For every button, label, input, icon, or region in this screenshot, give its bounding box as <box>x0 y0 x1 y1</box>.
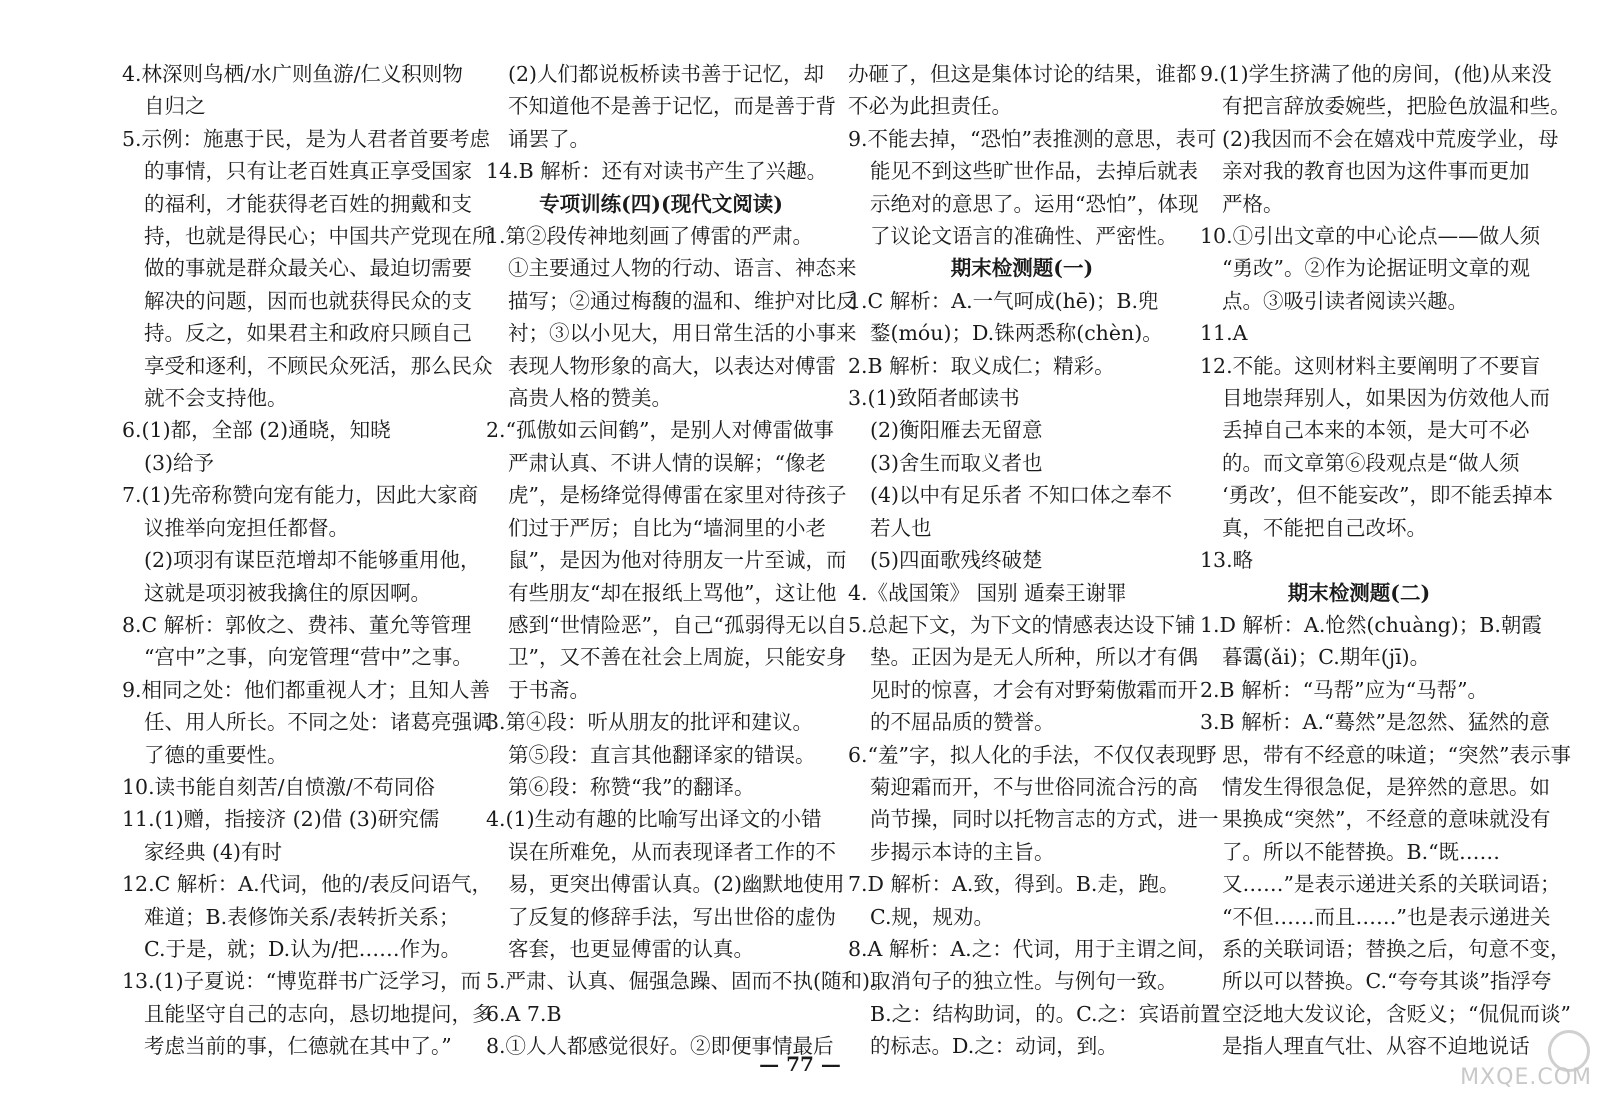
answer-line: 严格。 <box>1222 191 1284 216</box>
answer-line: (3)舍生而取义者也 <box>870 450 1043 475</box>
answer-line: 鍪(móu)；D.铢两悉称(chèn)。 <box>870 321 1163 346</box>
answer-line: 取消句子的独立性。与例句一致。 <box>870 969 1178 994</box>
answer-line: 高贵人格的赞美。 <box>508 386 672 411</box>
answer-line: “不但……而且……”也是表示递进关 <box>1222 904 1551 929</box>
answer-line: 持。反之，如果君主和政府只顾自己 <box>144 321 472 346</box>
answer-line: 于书斋。 <box>508 677 590 702</box>
answer-line: 2.“孤傲如云间鹤”，是别人对傅雷做事 <box>486 418 835 443</box>
answer-line: (3)给予 <box>144 450 215 475</box>
answer-line: 果换成“突然”，不经意的意味就没有 <box>1222 807 1551 832</box>
answer-line: 1.C 解析：A.一气呵成(hē)；B.兜 <box>848 288 1159 313</box>
answer-line: 做的事就是群众最关心、最迫切需要 <box>144 256 472 281</box>
answer-line: 4.林深则鸟栖/水广则鱼游/仁义积则物 <box>122 62 463 86</box>
answer-line: 系的关联词语；替换之后，句意不变， <box>1222 936 1571 961</box>
answer-line: 不必为此担责任。 <box>848 94 1012 119</box>
answer-line: 8.①人人都感觉很好。②即便事情最后 <box>486 1034 834 1059</box>
answer-line: 第⑤段：直言其他翻译家的错误。 <box>508 742 816 767</box>
answer-line: 议推举向宠担任都督。 <box>144 515 349 540</box>
answer-line: 这就是项羽被我擒住的原因啊。 <box>144 580 431 605</box>
answer-line: 真，不能把自己改坏。 <box>1222 515 1427 540</box>
answer-line: 尚节操，同时以托物言志的方式，进一 <box>870 807 1219 832</box>
answer-line: ‘勇改’，但不能妄改”，即不能丢掉本 <box>1222 483 1554 508</box>
answer-line: 是指人理直气壮、从容不迫地说话 <box>1222 1034 1530 1059</box>
answer-line: 家经典 (4)有时 <box>144 839 283 864</box>
answer-line: 14.B 解析：还有对读书产生了兴趣。 <box>486 159 828 184</box>
answer-line: B.之：结构助词，的。C.之：宾语前置 <box>870 1001 1221 1026</box>
answer-line: 6.(1)都，全部 (2)通晓，知晓 <box>122 418 391 443</box>
answer-line: 虎”，是杨绛觉得傅雷在家里对待孩子 <box>508 483 847 508</box>
answer-line: 9.(1)学生挤满了他的房间，(他)从来没 <box>1200 62 1552 86</box>
answer-line: (4)以中有足乐者 不知口体之奉不 <box>870 483 1173 508</box>
answer-line: 严肃认真、不讲人情的误解；“像老 <box>508 450 826 475</box>
answer-line: 示绝对的意思了。运用“恐怕”，体现 <box>870 191 1199 216</box>
answer-line: 垫。正因为是无人所种，所以才有偶 <box>870 645 1198 670</box>
answer-line: 9.相同之处：他们都重视人才；且知人善 <box>122 677 491 702</box>
answer-line: C.于是，就；D.认为/把……作为。 <box>144 936 462 961</box>
answer-line: (2)衡阳雁去无留意 <box>870 418 1043 443</box>
answer-line: 且能坚守自己的志向，恳切地提问，多 <box>144 1001 493 1026</box>
answer-line: 有把言辞放委婉些，把脸色放温和些。 <box>1222 94 1571 119</box>
answer-column-2 <box>486 58 891 1059</box>
answer-line: 13.略 <box>1200 548 1254 573</box>
answer-line: 9.不能去掉，“恐怕”表推测的意思，表可 <box>848 126 1217 151</box>
answer-line: 情发生得很急促，是猝然的意思。如 <box>1222 774 1550 799</box>
answer-line: 1.D 解析：A.怆然(chuàng)；B.朝霞 <box>1200 612 1542 637</box>
section-heading: 期末检测题(二) <box>1287 580 1431 605</box>
answer-line: 8.A 解析：A.之：代词，用于主谓之间， <box>848 936 1218 961</box>
answer-line: 表现人物形象的高大，以表达对傅雷 <box>508 353 836 378</box>
answer-line: 描写；②通过梅馥的温和、维护对比反 <box>508 288 857 313</box>
answer-line: 能见不到这些旷世作品，去掉后就表 <box>870 159 1198 184</box>
answer-line: (2)项羽有谋臣范增却不能够重用他， <box>144 548 481 573</box>
answer-line: 解决的问题，因而也就获得民众的支 <box>144 288 472 313</box>
answer-line: 了反复的修辞手法，写出世俗的虚伪 <box>508 904 836 929</box>
section-heading: 期末检测题(一) <box>950 256 1094 281</box>
answer-line: (2)人们都说板桥读书善于记忆，却 <box>508 62 825 86</box>
answer-line: 5.总起下文，为下文的情感表达设下铺 <box>848 612 1196 637</box>
answer-line: 1.第②段传神地刻画了傅雷的严肃。 <box>486 224 814 249</box>
answer-line: 7.(1)先帝称赞向宠有能力，因此大家商 <box>122 483 479 508</box>
answer-line: 诵罢了。 <box>508 126 590 151</box>
answer-line: “宫中”之事，向宠管理“营中”之事。 <box>144 645 473 670</box>
answer-line: 暮霭(ǎi)；C.期年(jī)。 <box>1222 645 1431 670</box>
answer-line: “勇改”。②作为论据证明文章的观 <box>1222 256 1530 281</box>
answer-column-4 <box>1200 58 1571 1059</box>
answer-line: 了。所以不能替换。B.“既…… <box>1222 839 1501 864</box>
answer-line: 5.示例：施惠于民，是为人君者首要考虑 <box>122 126 491 151</box>
watermark-text: MXQE.COM <box>1460 1065 1592 1090</box>
answer-line: 了德的重要性。 <box>144 742 288 767</box>
answer-line: 所以可以替换。C.“夸夸其谈”指浮夸 <box>1222 969 1552 994</box>
answer-line: 就不会支持他。 <box>144 386 288 411</box>
answer-line: 12.不能。这则材料主要阐明了不要盲 <box>1200 353 1541 378</box>
answer-line: 6.A 7.B <box>486 1001 562 1026</box>
answer-line: 8.C 解析：郭攸之、费祎、董允等管理 <box>122 612 472 637</box>
answer-line: 13.(1)子夏说：“博览群书广泛学习，而 <box>122 969 482 994</box>
answer-line: 3.第④段：听从朋友的批评和建议。 <box>486 710 814 735</box>
answer-line: 享受和逐利，不顾民众死活，那么民众 <box>144 353 493 378</box>
answer-line: 步揭示本诗的主旨。 <box>870 839 1055 864</box>
answer-line: 目地崇拜别人，如果因为仿效他人而 <box>1222 386 1550 411</box>
answer-line: 了议论文语言的准确性、严密性。 <box>870 224 1178 249</box>
answer-line: 难道；B.表修饰关系/表转折关系； <box>144 904 460 929</box>
answer-line: 6.“羞”字，拟人化的手法，不仅仅表现野 <box>848 742 1217 767</box>
answer-line: 5.严肃、认真、倔强急躁、固而不执(随和)。 <box>486 969 891 994</box>
answer-line: 点。③吸引读者阅读兴趣。 <box>1222 288 1468 313</box>
answer-line: 2.B 解析：取义成仁；精彩。 <box>848 353 1115 378</box>
answer-line: 误在所难免，从而表现译者工作的不 <box>508 839 836 864</box>
answer-line: 鼠”，是因为他对待朋友一片至诚，而 <box>508 548 847 573</box>
answer-line: 的福利，才能获得老百姓的拥戴和支 <box>144 191 472 216</box>
answer-line: 的标志。D.之：动词，到。 <box>870 1034 1118 1059</box>
answer-column-1 <box>122 58 493 1059</box>
answer-line: 3.(1)致陌者邮读书 <box>848 386 1020 411</box>
answer-line: 11.A <box>1200 321 1248 346</box>
answer-line: 思，带有不经意的味道；“突然”表示事 <box>1222 742 1571 767</box>
answer-line: 12.C 解析：A.代词，他的/表反问语气， <box>122 872 493 897</box>
answer-line: (2)我因而不会在嬉戏中荒废学业，母 <box>1222 126 1559 151</box>
answer-line: 4.《战国策》 国别 遁秦王谢罪 <box>848 580 1127 605</box>
answer-line: 10.①引出文章的中心论点——做人须 <box>1200 224 1541 249</box>
answer-column-3 <box>848 58 1221 1059</box>
answer-line: 亲对我的教育也因为这件事而更加 <box>1222 159 1530 184</box>
answer-line: 11.(1)赠，指接济 (2)借 (3)研究儒 <box>122 807 440 832</box>
answer-line: 客套，也更显傅雷的认真。 <box>508 936 754 961</box>
answer-line: 不知道他不是善于记忆，而是善于背 <box>508 94 836 119</box>
answer-line: 感到“世情险恶”，自己“孤弱得无以自 <box>508 612 847 637</box>
answer-line: 第⑥段：称赞“我”的翻译。 <box>508 774 755 799</box>
answer-line: 自归之 <box>144 94 206 119</box>
answer-line: 空泛地大发议论，含贬义；“侃侃而谈” <box>1222 1001 1571 1026</box>
answer-line: 的不屈品质的赞誉。 <box>870 710 1055 735</box>
answer-line: 易，更突出傅雷认真。(2)幽默地使用 <box>508 872 845 897</box>
answer-line: 考虑当前的事，仁德就在其中了。” <box>144 1034 452 1059</box>
answer-line: 丢掉自己本来的本领，是大可不必 <box>1222 418 1530 443</box>
answer-line: C.规，规劝。 <box>870 904 994 929</box>
answer-line: 有些朋友“却在报纸上骂他”，这让他 <box>508 580 837 605</box>
answer-line: (5)四面歌残终破楚 <box>870 548 1043 573</box>
answer-line: 办砸了，但这是集体讨论的结果，谁都 <box>848 62 1197 86</box>
answer-line: ①主要通过人物的行动、语言、神态来 <box>508 256 857 281</box>
answer-line: 的。而文章第⑥段观点是“做人须 <box>1222 450 1520 475</box>
answer-line: 3.B 解析：A.“蓦然”是忽然、猛然的意 <box>1200 710 1550 735</box>
section-heading: 专项训练(四)(现代文阅读) <box>539 191 783 216</box>
answer-line: 衬；③以小见大，用日常生活的小事来 <box>508 321 857 346</box>
answer-line: 的事情，只有让老百姓真正享受国家 <box>144 159 472 184</box>
answer-line: 任、用人所长。不同之处：诸葛亮强调 <box>144 710 493 735</box>
answer-line: 7.D 解析：A.致，得到。B.走，跑。 <box>848 872 1180 897</box>
answer-line: 4.(1)生动有趣的比喻写出译文的小错 <box>486 807 822 832</box>
answer-line: 又……”是表示递进关系的关联词语； <box>1222 872 1561 897</box>
page-number: — 77 — <box>759 1052 841 1076</box>
answer-line: 菊迎霜而开，不与世俗同流合污的高 <box>870 774 1198 799</box>
answer-line: 卫”，又不善在社会上周旋，只能安身 <box>508 645 847 670</box>
answer-line: 持，也就是得民心；中国共产党现在所 <box>144 224 493 249</box>
answer-line: 若人也 <box>870 515 932 540</box>
answer-line: 见时的惊喜，才会有对野菊傲霜而开 <box>870 677 1198 702</box>
answer-line: 们过于严厉；自比为“墙洞里的小老 <box>508 515 826 540</box>
answer-line: 2.B 解析：“马帮”应为“马帮”。 <box>1200 677 1489 702</box>
answer-line: 10.读书能自刻苦/自愤激/不苟同俗 <box>122 774 435 799</box>
watermark <box>1418 1030 1598 1094</box>
